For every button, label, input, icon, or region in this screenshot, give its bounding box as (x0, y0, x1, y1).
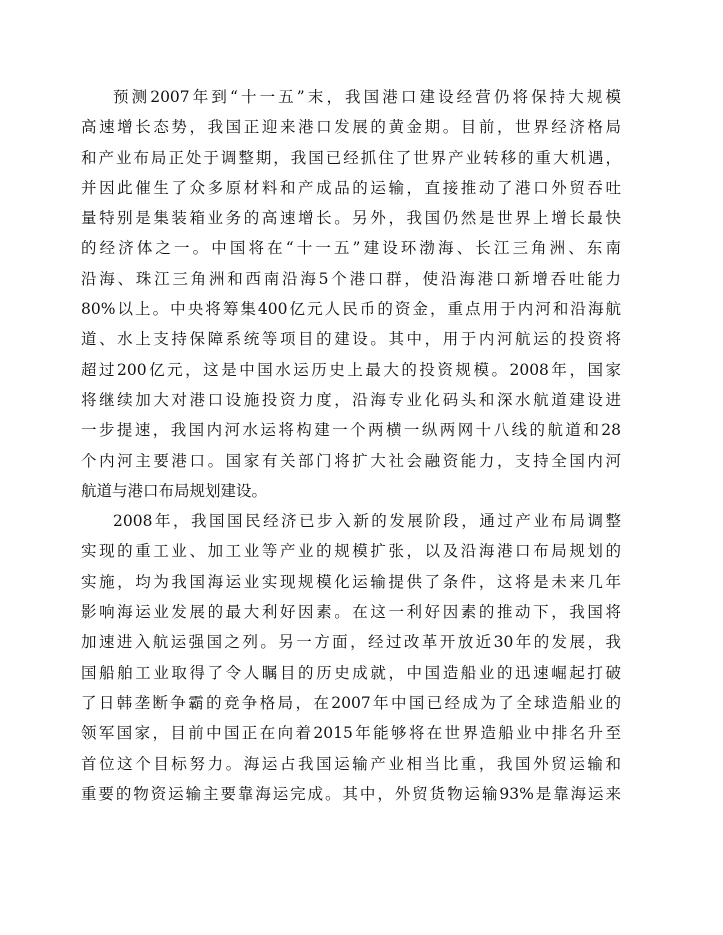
paragraph-line: 实现的重工业、加工业等产业的规模扩张，以及沿海港口布局规划的 (81, 542, 621, 561)
paragraph-line: 实施，均为我国海运业实现规模化运输提供了条件，这将是未来几年 (81, 572, 621, 591)
paragraph-line: 首位这个目标努力。海运占我国运输产业相当比重，我国外贸运输和 (81, 754, 621, 773)
paragraph-line: 道、水上支持保障系统等项目的建设。其中，用于内河航运的投资将 (81, 330, 621, 349)
paragraph-line: 了日韩垄断争霸的竞争格局，在2007年中国已经成为了全球造船业的 (81, 693, 621, 712)
paragraph-2 (81, 506, 621, 809)
paragraph-1 (81, 82, 621, 506)
paragraph-line: 预测2007年到“十一五”末，我国港口建设经营仍将保持大规模 (113, 88, 621, 106)
paragraph-line: 影响海运业发展的最大利好因素。在这一利好因素的推动下，我国将 (81, 603, 621, 622)
paragraph-line: 个内河主要港口。国家有关部门将扩大社会融资能力，支持全国内河 (81, 451, 621, 470)
body-text (81, 82, 621, 809)
paragraph-line: 的经济体之一。中国将在“十一五”建设环渤海、长江三角洲、东南 (81, 239, 621, 258)
paragraph-line: 80%以上。中央将筹集400亿元人民币的资金，重点用于内河和沿海航 (81, 300, 621, 319)
paragraph-line: 超过200亿元，这是中国水运历史上最大的投资规模。2008年，国家 (81, 360, 621, 379)
paragraph-line: 并因此催生了众多原材料和产成品的运输，直接推动了港口外贸吞吐 (81, 178, 621, 197)
paragraph-line: 将继续加大对港口设施投资力度，沿海专业化码头和深水航道建设进 (81, 390, 621, 409)
paragraph-line: 加速进入航运强国之列。另一方面，经过改革开放近30年的发展，我 (81, 633, 621, 652)
paragraph-line: 和产业布局正处于调整期，我国已经抓住了世界产业转移的重大机遇， (81, 148, 621, 167)
paragraph-line: 航道与港口布局规划建设。 (81, 481, 268, 500)
paragraph-line: 一步提速，我国内河水运将构建一个两横一纵两网十八线的航道和28 (81, 421, 621, 440)
paragraph-line: 重要的物资运输主要靠海运完成。其中，外贸货物运输93%是靠海运来 (81, 784, 621, 803)
paragraph-line: 领军国家，目前中国正在向着2015年能够将在世界造船业中排名升至 (81, 724, 621, 743)
paragraph-line: 沿海、珠江三角洲和西南沿海5个港口群，使沿海港口新增吞吐能力 (81, 269, 621, 288)
paragraph-line: 量特别是集装箱业务的高速增长。另外，我国仍然是世界上增长最快 (81, 209, 621, 228)
paragraph-line: 国船舶工业取得了令人瞩目的历史成就，中国造船业的迅速崛起打破 (81, 663, 621, 682)
paragraph-line: 高速增长态势，我国正迎来港口发展的黄金期。目前，世界经济格局 (81, 118, 621, 137)
paragraph-line: 2008年，我国国民经济已步入新的发展阶段，通过产业布局调整 (113, 512, 621, 531)
